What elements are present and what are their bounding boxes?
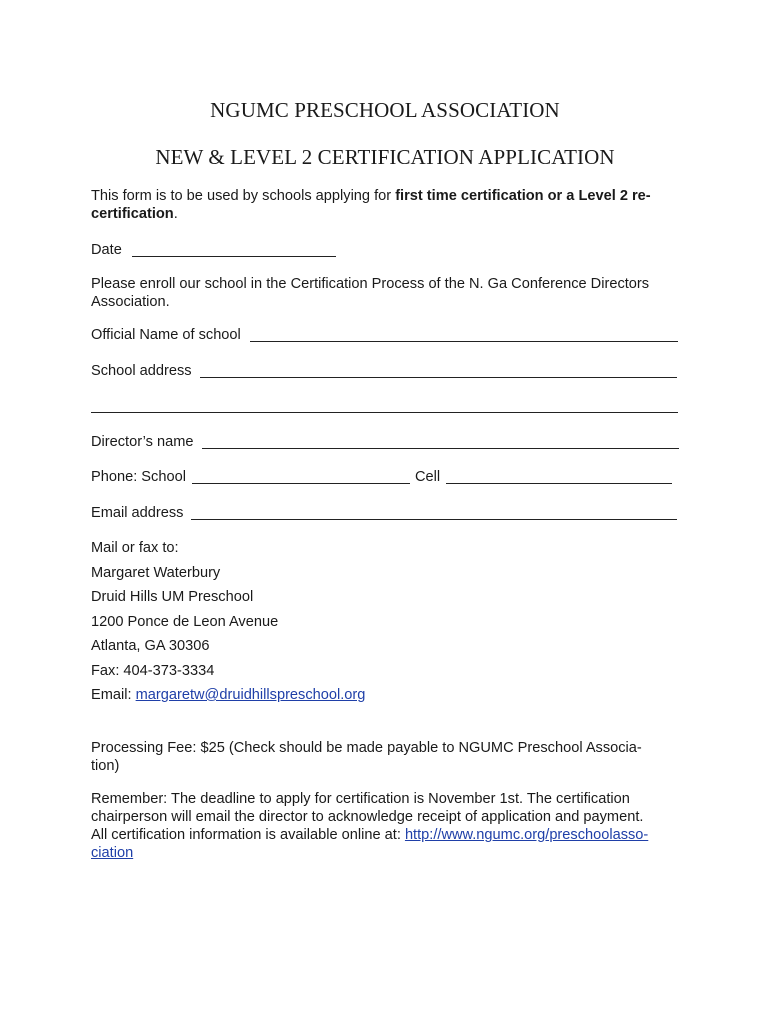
reminder-line-1: Remember: The deadline to apply for certification is November 1st. The certification: [91, 791, 630, 807]
cell-input-line[interactable]: [446, 483, 672, 484]
director-name-label: Director’s name: [91, 434, 194, 450]
phone-school-label: Phone: School: [91, 469, 186, 485]
page-title: NGUMC PRESCHOOL ASSOCIATION: [210, 98, 560, 122]
intro-end: .: [173, 206, 178, 222]
phone-school-input-line[interactable]: [192, 483, 410, 484]
intro-bold-1: first time certification or a Level 2 re-: [395, 188, 651, 204]
enroll-line-1: Please enroll our school in the Certification Process of the N. Ga Conference Directors: [91, 276, 650, 292]
fee-line-1: Processing Fee: $25 (Check should be made payable to NGUMC Preschool Associa-: [91, 740, 642, 756]
intro-text: This form is to be used by schools applying for: [91, 188, 396, 204]
school-address-input-line-2[interactable]: [91, 412, 678, 413]
certification-url-link-cont[interactable]: ciation: [91, 845, 134, 861]
school-address-label: School address: [91, 363, 192, 379]
certification-url-link[interactable]: http://www.ngumc.org/preschoolasso-: [404, 827, 649, 843]
school-address-field[interactable]: [91, 362, 681, 382]
date-label: Date: [91, 242, 122, 258]
mail-email-label: Email:: [91, 687, 136, 703]
mail-heading: Mail or fax to:: [91, 540, 179, 556]
mail-email-line: [91, 686, 365, 704]
mail-city: Atlanta, GA 30306: [91, 638, 210, 654]
mail-email-link[interactable]: margaretw@druidhillspreschool.org: [135, 687, 366, 703]
reminder-line-2: chairperson will email the director to acknowledge receipt of application and payment.: [91, 809, 644, 825]
intro-bold-2: certification: [91, 206, 174, 222]
official-name-input-line[interactable]: [250, 341, 678, 342]
page-subtitle: NEW & LEVEL 2 CERTIFICATION APPLICATION: [155, 145, 615, 169]
official-name-label: Official Name of school: [91, 327, 241, 343]
school-address-line-2[interactable]: [91, 397, 681, 417]
email-address-input-line[interactable]: [191, 519, 677, 520]
email-address-field[interactable]: [91, 504, 681, 524]
enroll-line-2: Association.: [91, 294, 170, 310]
mail-fax: Fax: 404-373-3334: [91, 663, 215, 679]
mail-org: Druid Hills UM Preschool: [91, 589, 254, 605]
fee-line-2: tion): [91, 758, 120, 774]
reminder-paragraph: [91, 790, 691, 862]
date-field[interactable]: [91, 241, 341, 261]
email-address-label: Email address: [91, 505, 184, 521]
fee-paragraph: [91, 739, 691, 775]
school-address-input-line[interactable]: [200, 377, 677, 378]
enroll-paragraph: [91, 275, 691, 311]
official-name-field[interactable]: [91, 326, 681, 346]
phone-field[interactable]: [91, 468, 681, 488]
cell-label: Cell: [415, 469, 441, 485]
mail-name: Margaret Waterbury: [91, 565, 221, 581]
date-input-line[interactable]: [132, 256, 336, 257]
reminder-line-3: All certification information is available online at:: [91, 827, 405, 843]
director-name-field[interactable]: [91, 433, 683, 453]
intro-paragraph: [91, 187, 691, 223]
director-name-input-line[interactable]: [202, 448, 679, 449]
mail-street: 1200 Ponce de Leon Avenue: [91, 614, 279, 630]
